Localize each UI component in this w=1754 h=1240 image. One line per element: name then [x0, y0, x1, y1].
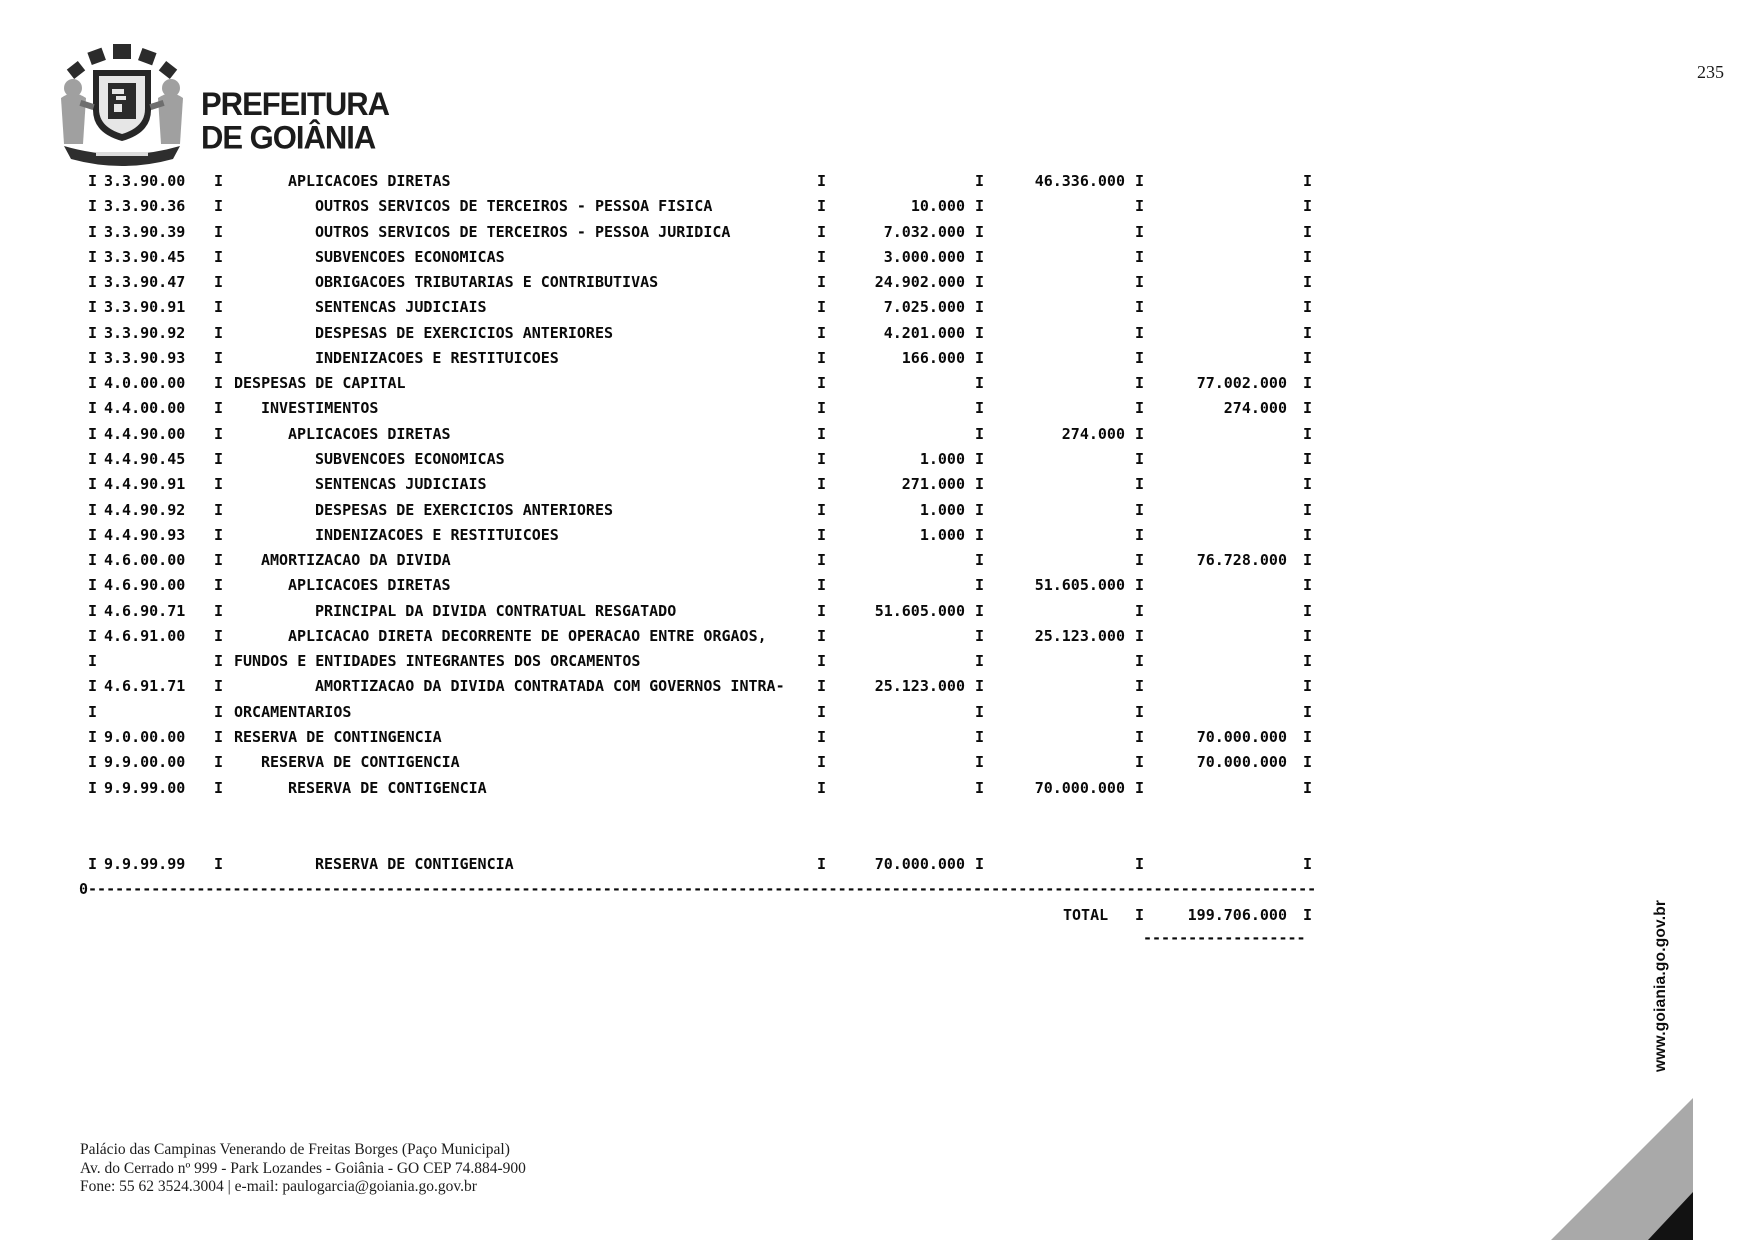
column-separator: I [1135, 854, 1145, 873]
table-row [0, 374, 1754, 394]
column-separator: I [1303, 222, 1313, 241]
column-separator: I [817, 702, 827, 721]
column-separator: I [88, 652, 98, 671]
table-row [0, 576, 1754, 596]
budget-code: 3.3.90.47 [104, 273, 186, 292]
value-modality-level: 46.336.000 [1034, 172, 1125, 190]
org-name-line1: PREFEITURA [201, 85, 390, 123]
table-row [0, 728, 1754, 748]
value-element-level: 7.025.000 [883, 298, 965, 317]
value-element-level: 10.000 [910, 197, 965, 216]
column-separator: I [817, 551, 827, 569]
column-separator: I [1135, 727, 1145, 746]
table-row [0, 349, 1754, 369]
column-separator: I [1135, 551, 1145, 569]
budget-code: 4.4.00.00 [104, 399, 186, 418]
column-separator: I [214, 702, 224, 721]
table-row [0, 197, 1754, 217]
budget-description: INDENIZACOES E RESTITUICOES [315, 525, 559, 544]
column-separator: I [88, 677, 98, 696]
city-crest-logo [52, 40, 192, 172]
column-separator: I [1135, 753, 1145, 772]
column-separator: I [1303, 778, 1313, 797]
column-separator: I [214, 551, 224, 569]
column-separator: I [817, 298, 827, 317]
column-separator: I [975, 551, 985, 569]
table-row [0, 248, 1754, 268]
column-separator: I [1303, 323, 1313, 342]
value-modality-level: 25.123.000 [1034, 626, 1125, 645]
table-row [0, 602, 1754, 622]
column-separator: I [214, 298, 224, 317]
value-element-level: 1.000 [919, 450, 965, 468]
value-element-level: 25.123.000 [874, 677, 965, 696]
budget-description: APLICACOES DIRETAS [288, 172, 451, 190]
column-separator: I [1135, 702, 1145, 721]
budget-code: 3.3.90.39 [104, 222, 186, 241]
footer-line-contact: Fone: 55 62 3524.3004 | e-mail: paulogarcia@goiania.go.gov.br [80, 1178, 477, 1195]
column-separator: I [88, 222, 98, 241]
column-separator: I [88, 854, 98, 873]
value-group-level: 70.000.000 [1196, 727, 1287, 746]
budget-code: 4.6.90.00 [104, 576, 186, 595]
column-separator: I [214, 222, 224, 241]
org-name-line2: DE GOIÂNIA [201, 119, 376, 156]
column-separator: I [1135, 172, 1145, 190]
value-element-level: 271.000 [901, 475, 965, 494]
column-separator: I [817, 197, 827, 216]
value-element-level: 70.000.000 [874, 854, 965, 873]
column-separator: I [1135, 273, 1145, 292]
column-separator: I [88, 273, 98, 292]
column-separator: I [1135, 677, 1145, 696]
column-separator: I [1135, 323, 1145, 342]
total-label: TOTAL [1063, 906, 1109, 924]
column-separator: I [214, 652, 224, 671]
column-separator: I [975, 273, 985, 292]
column-separator: I [975, 854, 985, 873]
column-separator: I [1135, 626, 1145, 645]
table-row [0, 703, 1754, 723]
budget-code: 4.4.90.45 [104, 450, 186, 468]
total-underline: ------------------ [1143, 929, 1306, 947]
report-separator-line: 0---------------------------------------------------------------------------------------------------------------------------------------- [79, 880, 1317, 898]
budget-description: OUTROS SERVICOS DE TERCEIROS - PESSOA FISICA [315, 197, 713, 216]
column-separator: I [817, 727, 827, 746]
column-separator: I [817, 475, 827, 494]
budget-description: PRINCIPAL DA DIVIDA CONTRATUAL RESGATADO [315, 601, 677, 620]
budget-description: APLICACOES DIRETAS [288, 576, 451, 595]
value-group-level: 274.000 [1223, 399, 1287, 418]
column-separator: I [88, 551, 98, 569]
column-separator: I [975, 500, 985, 519]
budget-code: 4.6.90.71 [104, 601, 186, 620]
column-separator: I [817, 424, 827, 443]
column-separator: I [975, 677, 985, 696]
budget-description: INDENIZACOES E RESTITUICOES [315, 348, 559, 367]
column-separator: I [817, 450, 827, 468]
column-separator: I [975, 450, 985, 468]
budget-description: OBRIGACOES TRIBUTARIAS E CONTRIBUTIVAS [315, 273, 659, 292]
budget-code: 3.3.90.92 [104, 323, 186, 342]
value-modality-level: 274.000 [1061, 424, 1125, 443]
table-row [0, 425, 1754, 445]
budget-code: 3.3.90.93 [104, 348, 186, 367]
column-separator: I [975, 348, 985, 367]
column-separator: I [1135, 525, 1145, 544]
column-separator: I [1303, 601, 1313, 620]
budget-code: 9.9.00.00 [104, 753, 186, 772]
column-separator: I [1135, 601, 1145, 620]
budget-description: DESPESAS DE EXERCICIOS ANTERIORES [315, 323, 614, 342]
table-row [0, 273, 1754, 293]
column-separator: I [1303, 348, 1313, 367]
column-separator: I [975, 652, 985, 671]
table-row [0, 627, 1754, 647]
column-separator: I [1135, 778, 1145, 797]
column-separator: I [975, 525, 985, 544]
budget-description: AMORTIZACAO DA DIVIDA [261, 551, 451, 569]
column-separator: I [975, 323, 985, 342]
column-separator: I [1303, 247, 1313, 266]
column-separator: I [88, 348, 98, 367]
value-element-level: 1.000 [919, 525, 965, 544]
table-row [0, 450, 1754, 470]
column-separator: I [1303, 298, 1313, 317]
budget-description: DESPESAS DE CAPITAL [234, 374, 406, 393]
column-separator: I [817, 222, 827, 241]
column-separator: I [817, 247, 827, 266]
budget-code: 3.3.90.45 [104, 247, 186, 266]
website-vertical-text: www.goiania.go.gov.br [1652, 899, 1669, 1072]
column-separator: I [817, 172, 827, 190]
column-separator: I [975, 753, 985, 772]
column-separator: I [975, 399, 985, 418]
budget-description: RESERVA DE CONTIGENCIA [261, 753, 460, 772]
budget-code: 4.6.00.00 [104, 551, 186, 569]
column-separator: I [88, 601, 98, 620]
value-group-level: 77.002.000 [1196, 374, 1287, 393]
column-separator: I [975, 374, 985, 393]
column-separator: I [214, 374, 224, 393]
total-row [0, 906, 1754, 926]
budget-code: 4.6.91.71 [104, 677, 186, 696]
column-separator: I [214, 727, 224, 746]
column-separator: I [1135, 348, 1145, 367]
column-separator: I [214, 323, 224, 342]
budget-description: ORCAMENTARIOS [234, 702, 352, 721]
column-separator: I [1303, 475, 1313, 494]
budget-code: 9.9.99.99 [104, 854, 186, 873]
column-separator: I [1303, 727, 1313, 746]
table-row [0, 855, 1754, 875]
column-separator: I [214, 854, 224, 873]
budget-description: DESPESAS DE EXERCICIOS ANTERIORES [315, 500, 614, 519]
budget-description: OUTROS SERVICOS DE TERCEIROS - PESSOA JURIDICA [315, 222, 731, 241]
table-row [0, 324, 1754, 344]
value-element-level: 24.902.000 [874, 273, 965, 292]
column-separator: I [817, 399, 827, 418]
column-separator: I [88, 500, 98, 519]
column-separator: I [817, 348, 827, 367]
budget-code: 9.9.99.00 [104, 778, 186, 797]
column-separator: I [1303, 424, 1313, 443]
column-separator: I [1135, 399, 1145, 418]
column-separator: I [88, 626, 98, 645]
column-separator: I [1135, 500, 1145, 519]
org-wordmark [201, 85, 390, 156]
column-separator: I [975, 247, 985, 266]
value-element-level: 1.000 [919, 500, 965, 519]
budget-description: RESERVA DE CONTINGENCIA [234, 727, 442, 746]
budget-description: AMORTIZACAO DA DIVIDA CONTRATADA COM GOVERNOS INTRA- [315, 677, 785, 696]
column-separator: I [1135, 576, 1145, 595]
budget-description: SUBVENCOES ECONOMICAS [315, 450, 505, 468]
budget-code: 4.0.00.00 [104, 374, 186, 393]
column-separator: I [1303, 677, 1313, 696]
column-separator: I [214, 399, 224, 418]
column-separator: I [88, 702, 98, 721]
column-separator: I [88, 475, 98, 494]
column-separator: I [1303, 374, 1313, 393]
column-separator: I [88, 172, 98, 190]
column-separator: I [88, 753, 98, 772]
column-separator: I [214, 348, 224, 367]
column-separator: I [817, 500, 827, 519]
budget-code: 4.6.91.00 [104, 626, 186, 645]
budget-code: 9.0.00.00 [104, 727, 186, 746]
column-separator: I [1303, 525, 1313, 544]
table-row [0, 677, 1754, 697]
column-separator: I [1303, 172, 1313, 190]
column-separator: I [214, 500, 224, 519]
budget-description: RESERVA DE CONTIGENCIA [315, 854, 514, 873]
column-separator: I [214, 197, 224, 216]
budget-code: 4.4.90.00 [104, 424, 186, 443]
table-row [0, 526, 1754, 546]
column-separator: I [214, 576, 224, 595]
column-separator: I [975, 576, 985, 595]
column-separator: I [214, 778, 224, 797]
column-separator: I [1135, 197, 1145, 216]
column-separator: I [214, 677, 224, 696]
column-separator: I [1303, 500, 1313, 519]
table-row [0, 551, 1754, 571]
column-separator: I [1135, 424, 1145, 443]
column-separator: I [1303, 551, 1313, 569]
column-separator: I [88, 525, 98, 544]
budget-description: SENTENCAS JUDICIAIS [315, 475, 487, 494]
value-group-level: 70.000.000 [1196, 753, 1287, 772]
value-element-level: 51.605.000 [874, 601, 965, 620]
column-separator: I [817, 576, 827, 595]
corner-triangle-decoration [1545, 1095, 1754, 1240]
budget-description: FUNDOS E ENTIDADES INTEGRANTES DOS ORCAMENTOS [234, 652, 641, 671]
column-separator: I [88, 247, 98, 266]
column-separator: I [1303, 576, 1313, 595]
footer-line-address: Av. do Cerrado nº 999 - Park Lozandes - Goiânia - GO CEP 74.884-900 [80, 1159, 526, 1177]
column-separator: I [1135, 374, 1145, 393]
value-element-level: 7.032.000 [883, 222, 965, 241]
column-separator: I [214, 247, 224, 266]
budget-description: SUBVENCOES ECONOMICAS [315, 247, 505, 266]
column-separator: I [817, 525, 827, 544]
budget-code: 3.3.90.00 [104, 172, 186, 190]
table-row [0, 501, 1754, 521]
column-separator: I [88, 197, 98, 216]
column-separator: I [88, 374, 98, 393]
column-separator: I [214, 172, 224, 190]
budget-code: 4.4.90.91 [104, 475, 186, 494]
column-separator: I [975, 626, 985, 645]
column-separator: I [817, 652, 827, 671]
budget-description: APLICACAO DIRETA DECORRENTE DE OPERACAO ENTRE ORGAOS, [288, 626, 767, 645]
column-separator: I [975, 298, 985, 317]
column-separator: I [817, 677, 827, 696]
column-separator: I [214, 475, 224, 494]
column-separator: I [1303, 652, 1313, 671]
column-separator: I [1135, 450, 1145, 468]
table-row [0, 298, 1754, 318]
column-separator: I [975, 475, 985, 494]
budget-description: INVESTIMENTOS [261, 399, 379, 418]
column-separator: I [975, 702, 985, 721]
column-separator: I [975, 197, 985, 216]
column-separator: I [817, 753, 827, 772]
column-separator: I [1303, 450, 1313, 468]
value-group-level: 76.728.000 [1196, 551, 1287, 569]
column-separator: I [975, 424, 985, 443]
column-separator: I [214, 525, 224, 544]
table-row [0, 223, 1754, 243]
budget-description: APLICACOES DIRETAS [288, 424, 451, 443]
column-separator: I [817, 854, 827, 873]
column-separator: I [1303, 906, 1313, 924]
column-separator: I [975, 172, 985, 190]
column-separator: I [1135, 247, 1145, 266]
budget-code: 3.3.90.91 [104, 298, 186, 317]
column-separator: I [817, 601, 827, 620]
column-separator: I [1303, 273, 1313, 292]
column-separator: I [88, 576, 98, 595]
value-element-level: 4.201.000 [883, 323, 965, 342]
shield-icon [93, 70, 151, 141]
budget-description: RESERVA DE CONTIGENCIA [288, 778, 487, 797]
column-separator: I [88, 450, 98, 468]
column-separator: I [1303, 197, 1313, 216]
table-row [0, 399, 1754, 419]
column-separator: I [214, 273, 224, 292]
budget-code: 4.4.90.92 [104, 500, 186, 519]
column-separator: I [1303, 854, 1313, 873]
column-separator: I [88, 399, 98, 418]
column-separator: I [1135, 298, 1145, 317]
value-element-level: 3.000.000 [883, 247, 965, 266]
column-separator: I [1303, 702, 1313, 721]
column-separator: I [88, 323, 98, 342]
column-separator: I [1135, 906, 1145, 924]
column-separator: I [88, 298, 98, 317]
table-row [0, 172, 1754, 192]
column-separator: I [214, 601, 224, 620]
column-separator: I [1135, 652, 1145, 671]
column-separator: I [1135, 222, 1145, 241]
budget-description: SENTENCAS JUDICIAIS [315, 298, 487, 317]
column-separator: I [88, 727, 98, 746]
column-separator: I [1303, 753, 1313, 772]
budget-code: 3.3.90.36 [104, 197, 186, 216]
column-separator: I [817, 374, 827, 393]
page-number: 235 [1697, 62, 1724, 82]
column-separator: I [214, 450, 224, 468]
banner-motto-text [96, 152, 148, 156]
table-row [0, 779, 1754, 799]
column-separator: I [1135, 475, 1145, 494]
column-separator: I [817, 273, 827, 292]
value-modality-level: 70.000.000 [1034, 778, 1125, 797]
table-row [0, 475, 1754, 495]
column-separator: I [975, 778, 985, 797]
column-separator: I [817, 778, 827, 797]
value-element-level: 166.000 [901, 348, 965, 367]
column-separator: I [817, 626, 827, 645]
right-supporter-figure [149, 79, 183, 144]
column-separator: I [88, 778, 98, 797]
left-supporter-figure [61, 79, 95, 144]
column-separator: I [1303, 626, 1313, 645]
column-separator: I [975, 222, 985, 241]
column-separator: I [1303, 399, 1313, 418]
table-row [0, 652, 1754, 672]
column-separator: I [817, 323, 827, 342]
column-separator: I [214, 424, 224, 443]
column-separator: I [214, 626, 224, 645]
value-modality-level: 51.605.000 [1034, 576, 1125, 595]
total-value: 199.706.000 [1187, 906, 1287, 924]
table-row [0, 753, 1754, 773]
column-separator: I [975, 601, 985, 620]
footer-line-building: Palácio das Campinas Venerando de Freitas Borges (Paço Municipal) [80, 1141, 510, 1158]
footer-address-block [80, 1141, 526, 1197]
column-separator: I [88, 424, 98, 443]
column-separator: I [214, 753, 224, 772]
column-separator: I [975, 727, 985, 746]
budget-code: 4.4.90.93 [104, 525, 186, 544]
